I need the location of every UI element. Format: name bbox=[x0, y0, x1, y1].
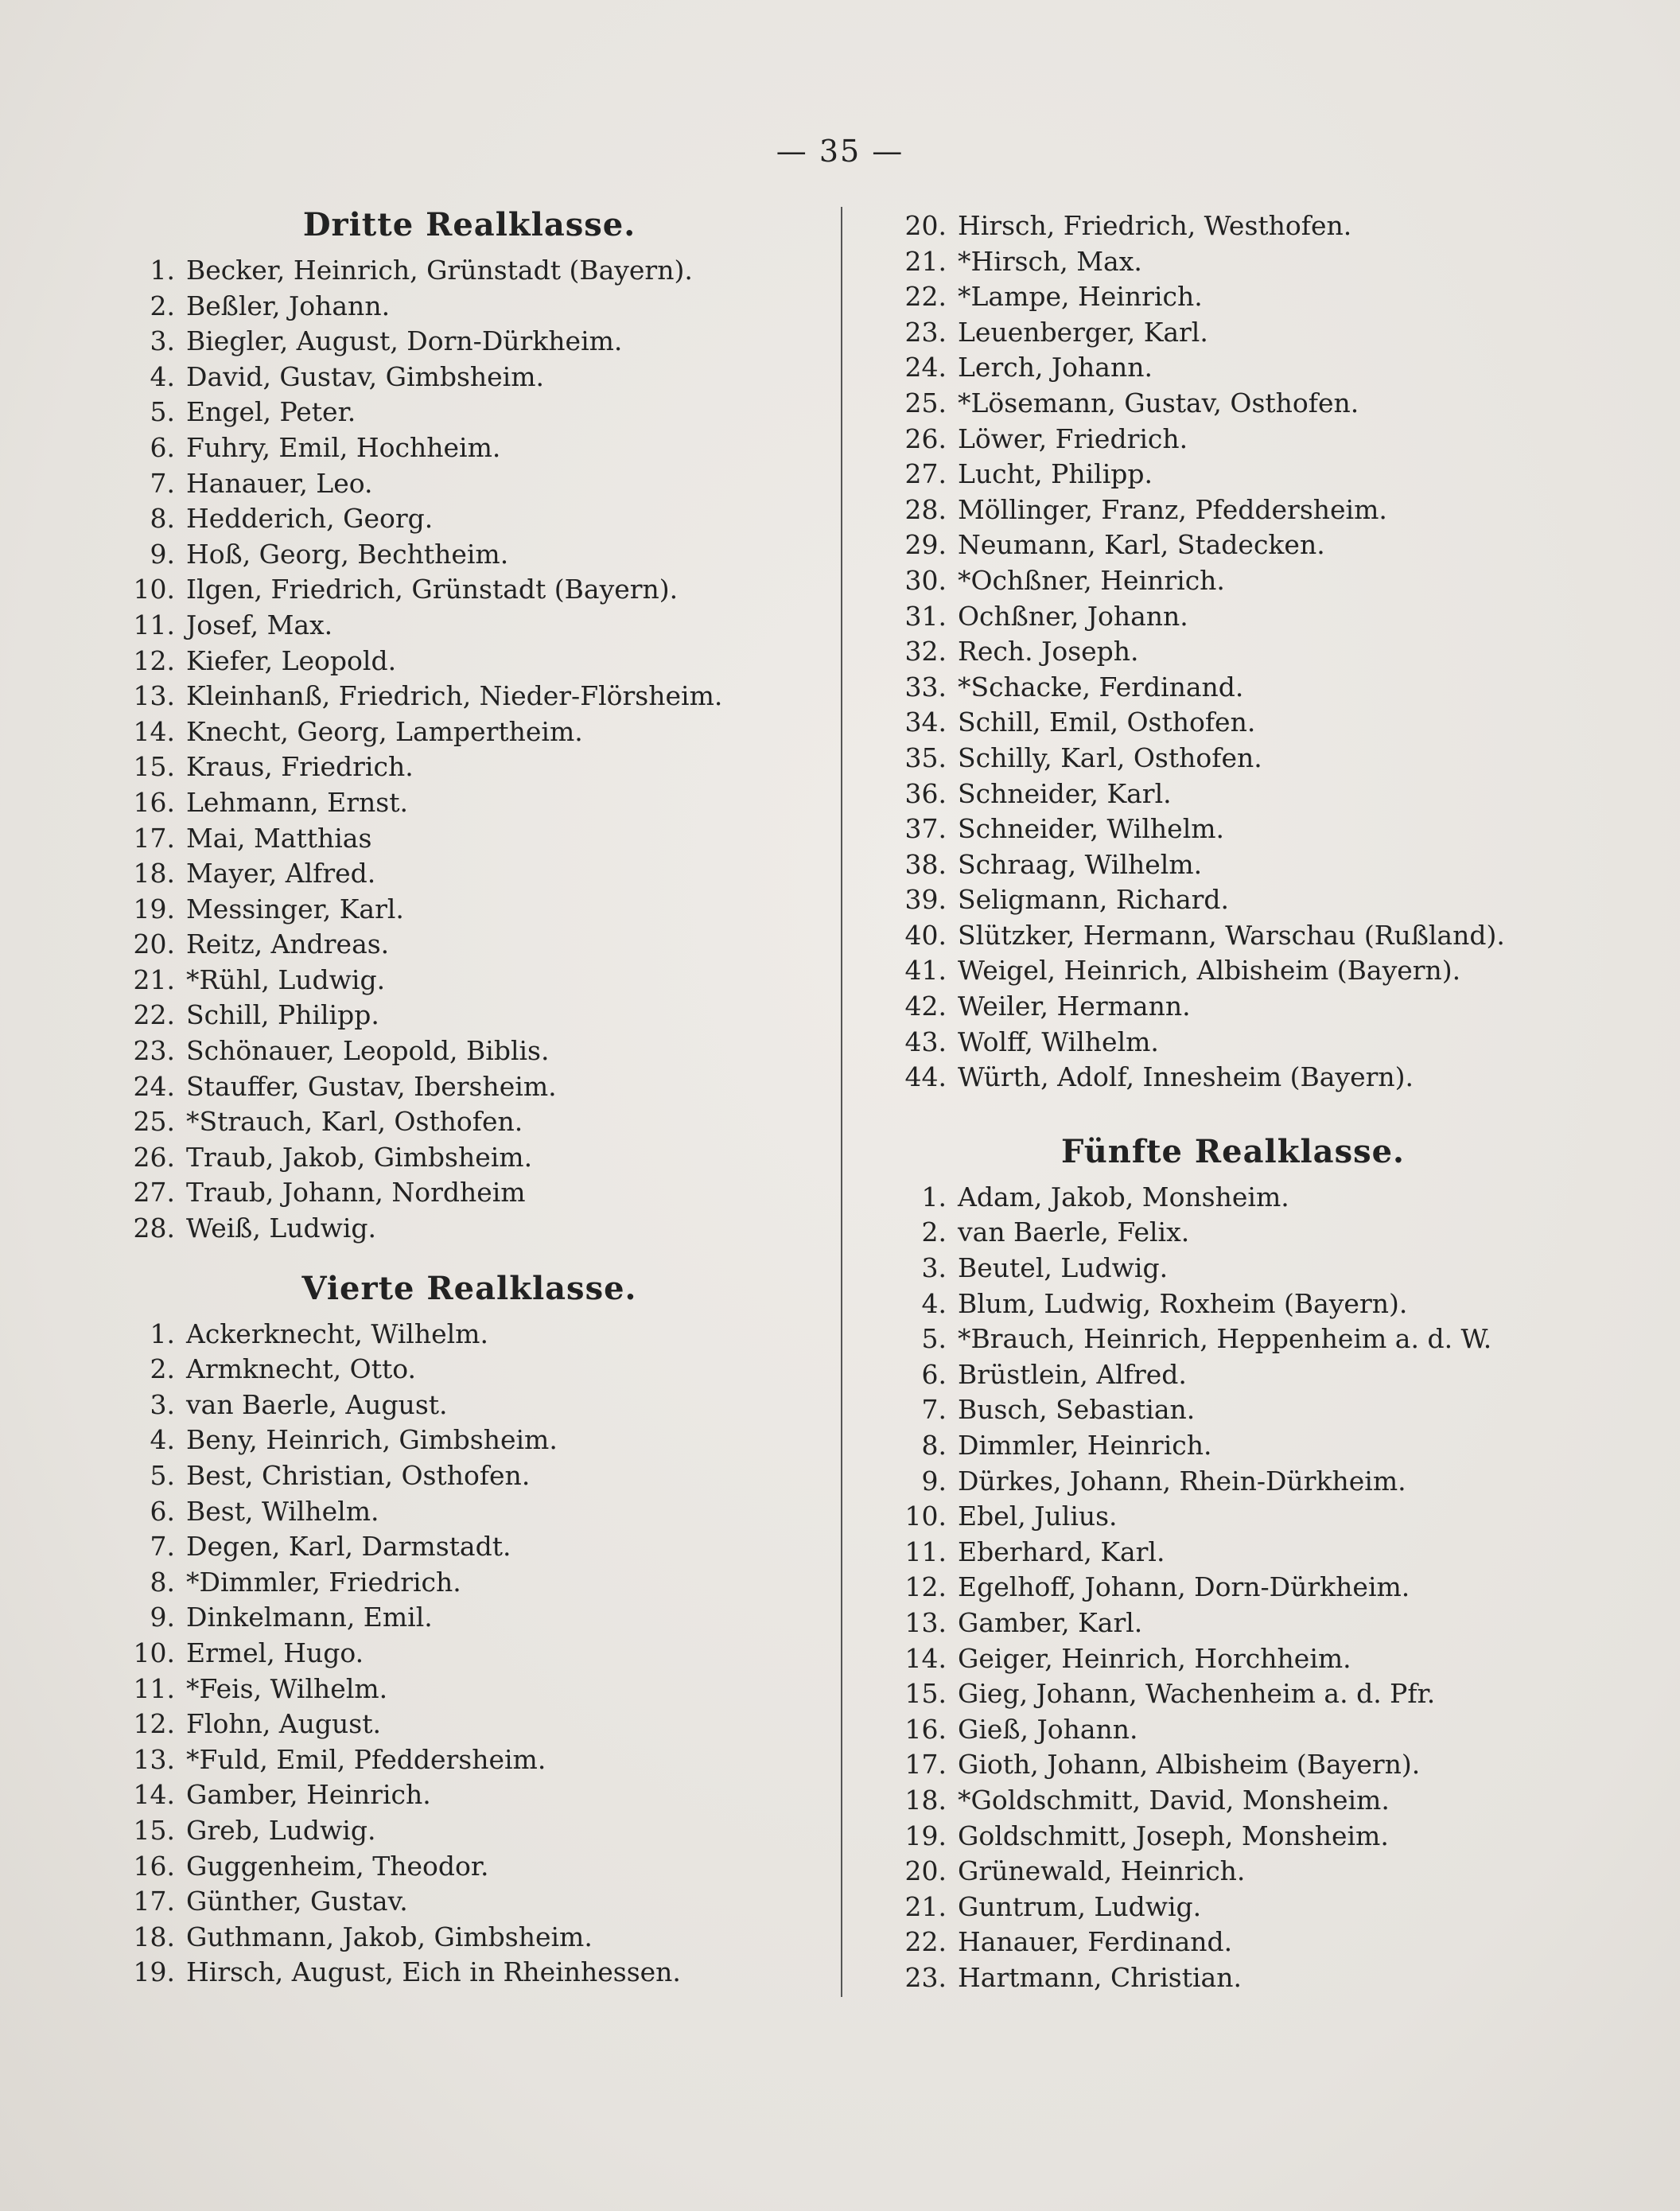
entry-name: Hedderich, Georg. bbox=[186, 503, 434, 535]
entry-name: Lucht, Philipp. bbox=[958, 458, 1153, 490]
entry-name: *Hirsch, Max. bbox=[958, 245, 1142, 277]
entry-number: 28. bbox=[133, 1213, 175, 1244]
list-item bbox=[891, 1428, 1575, 1464]
list-item bbox=[119, 1920, 819, 1956]
entry-name: *Schacke, Ferdinand. bbox=[958, 671, 1244, 703]
entry-number: 44. bbox=[904, 1061, 947, 1093]
list-item bbox=[119, 1317, 819, 1353]
entry-number: 7. bbox=[921, 1394, 947, 1426]
entry-name: Blum, Ludwig, Roxheim (Bayern). bbox=[958, 1287, 1408, 1319]
entry-number: 35. bbox=[904, 742, 947, 773]
entry-number: 14. bbox=[133, 1779, 175, 1811]
entry-number: 28. bbox=[904, 493, 947, 525]
entry-number: 20. bbox=[904, 1855, 947, 1887]
list-item bbox=[119, 1033, 819, 1069]
entry-name: Slützker, Hermann, Warschau (Rußland). bbox=[958, 919, 1505, 951]
entry-number: 22. bbox=[904, 1926, 947, 1958]
list-item bbox=[119, 1636, 819, 1672]
entry-name: Grünewald, Heinrich. bbox=[958, 1855, 1246, 1887]
entry-number: 20. bbox=[133, 928, 175, 960]
list-item bbox=[891, 386, 1575, 422]
entry-number: 2. bbox=[150, 290, 175, 321]
entry-number: 26. bbox=[904, 422, 947, 454]
list-item bbox=[119, 537, 819, 573]
entry-number: 4. bbox=[150, 360, 175, 392]
list-item bbox=[891, 457, 1575, 492]
entry-name: Schneider, Karl. bbox=[958, 777, 1172, 809]
entry-number: 22. bbox=[133, 999, 175, 1031]
entry-number: 39. bbox=[904, 884, 947, 916]
entry-number: 12. bbox=[133, 644, 175, 676]
entry-name: Beutel, Ludwig. bbox=[958, 1252, 1169, 1284]
entry-name: Ackerknecht, Wilhelm. bbox=[186, 1318, 488, 1349]
list-item bbox=[119, 644, 819, 679]
list-item bbox=[891, 1819, 1575, 1855]
entry-name: Reitz, Andreas. bbox=[186, 928, 390, 960]
entry-number: 1. bbox=[150, 1318, 175, 1349]
list-item bbox=[891, 1854, 1575, 1890]
list-item bbox=[891, 1499, 1575, 1535]
entry-name: Becker, Heinrich, Grünstadt (Bayern). bbox=[186, 255, 693, 286]
entry-name: Neumann, Karl, Stadecken. bbox=[958, 529, 1325, 561]
entry-name: Schraag, Wilhelm. bbox=[958, 848, 1203, 880]
list-item bbox=[891, 1287, 1575, 1322]
list-item bbox=[119, 430, 819, 466]
list-item bbox=[119, 1423, 819, 1458]
entry-name: Geiger, Heinrich, Horchheim. bbox=[958, 1642, 1351, 1674]
entry-number: 36. bbox=[904, 777, 947, 809]
list-item bbox=[119, 253, 819, 289]
list-item bbox=[891, 599, 1575, 635]
entry-number: 34. bbox=[904, 707, 947, 738]
entry-number: 1. bbox=[150, 255, 175, 286]
list-item bbox=[891, 670, 1575, 706]
entry-number: 16. bbox=[133, 1850, 175, 1882]
entry-name: Seligmann, Richard. bbox=[958, 884, 1230, 916]
list-item bbox=[119, 466, 819, 502]
list-item bbox=[891, 882, 1575, 918]
entry-number: 40. bbox=[904, 919, 947, 951]
entry-name: Gamber, Heinrich. bbox=[186, 1779, 431, 1811]
list-item bbox=[119, 1140, 819, 1176]
list-item bbox=[119, 1672, 819, 1707]
entry-name: *Rühl, Ludwig. bbox=[186, 963, 386, 995]
list-item bbox=[119, 1529, 819, 1565]
entry-number: 14. bbox=[133, 715, 175, 747]
entry-name: Beny, Heinrich, Gimbsheim. bbox=[186, 1424, 558, 1456]
page-number: — 35 — bbox=[776, 134, 904, 169]
list-item bbox=[119, 1884, 819, 1920]
list-item bbox=[891, 315, 1575, 351]
list-item bbox=[119, 1211, 819, 1247]
entry-name: Schönauer, Leopold, Biblis. bbox=[186, 1035, 550, 1067]
entry-name: *Dimmler, Friedrich. bbox=[186, 1566, 461, 1598]
entry-number: 9. bbox=[150, 1602, 175, 1633]
list-item bbox=[119, 749, 819, 785]
class-heading-vierte: Vierte Realklasse. bbox=[301, 1269, 637, 1307]
entry-name: Guthmann, Jakob, Gimbsheim. bbox=[186, 1921, 593, 1952]
entry-number: 43. bbox=[904, 1026, 947, 1057]
entry-name: *Fuld, Emil, Pfeddersheim. bbox=[186, 1743, 546, 1775]
list-item bbox=[119, 714, 819, 750]
list-item bbox=[119, 821, 819, 857]
entry-name: Dürkes, Johann, Rhein-Dürkheim. bbox=[958, 1465, 1406, 1497]
list-item bbox=[891, 741, 1575, 777]
list-item bbox=[891, 705, 1575, 741]
entry-name: Hirsch, August, Eich in Rheinhessen. bbox=[186, 1956, 681, 1988]
class-heading-fuenfte: Fünfte Realklasse. bbox=[1061, 1132, 1405, 1170]
entry-name: *Strauch, Karl, Osthofen. bbox=[186, 1106, 523, 1138]
entry-number: 24. bbox=[133, 1070, 175, 1102]
list-item bbox=[119, 1458, 819, 1494]
list-item bbox=[891, 1641, 1575, 1677]
entry-name: Engel, Peter. bbox=[186, 396, 356, 428]
entry-name: Günther, Gustav. bbox=[186, 1886, 408, 1917]
entry-name: Wolff, Wilhelm. bbox=[958, 1026, 1159, 1057]
entry-number: 18. bbox=[133, 1921, 175, 1952]
list-item bbox=[891, 1215, 1575, 1251]
entry-number: 3. bbox=[921, 1252, 947, 1284]
entry-number: 41. bbox=[904, 955, 947, 987]
list-item bbox=[891, 1025, 1575, 1061]
entry-name: Traub, Jakob, Gimbsheim. bbox=[186, 1141, 533, 1173]
entry-number: 42. bbox=[904, 991, 947, 1022]
entry-number: 27. bbox=[133, 1177, 175, 1209]
list-item bbox=[891, 1925, 1575, 1960]
entry-name: Guggenheim, Theodor. bbox=[186, 1850, 489, 1882]
entry-number: 4. bbox=[921, 1287, 947, 1319]
list-item bbox=[119, 998, 819, 1033]
entry-number: 13. bbox=[133, 680, 175, 712]
list-item bbox=[891, 812, 1575, 847]
list-item bbox=[119, 501, 819, 537]
list-item bbox=[119, 1069, 819, 1105]
list-item bbox=[891, 989, 1575, 1025]
entry-number: 24. bbox=[904, 352, 947, 383]
entry-name: Gieß, Johann. bbox=[958, 1713, 1138, 1745]
entry-name: Traub, Johann, Nordheim bbox=[186, 1177, 526, 1209]
entry-name: Brüstlein, Alfred. bbox=[958, 1358, 1187, 1390]
entry-name: Stauffer, Gustav, Ibersheim. bbox=[186, 1070, 557, 1102]
entry-number: 18. bbox=[133, 858, 175, 889]
list-item bbox=[119, 1104, 819, 1140]
list-item bbox=[119, 785, 819, 821]
entry-name: *Lampe, Heinrich. bbox=[958, 281, 1203, 313]
entry-name: *Feis, Wilhelm. bbox=[186, 1672, 388, 1704]
entry-name: Weiler, Hermann. bbox=[958, 991, 1191, 1022]
entry-number: 8. bbox=[150, 503, 175, 535]
entry-number: 31. bbox=[904, 600, 947, 632]
list-item bbox=[891, 492, 1575, 528]
entry-number: 15. bbox=[133, 1814, 175, 1846]
list-item bbox=[891, 244, 1575, 280]
entry-number: 15. bbox=[904, 1678, 947, 1710]
entry-number: 37. bbox=[904, 813, 947, 845]
class-list-dritte bbox=[119, 253, 819, 1247]
entry-name: Messinger, Karl. bbox=[186, 893, 404, 924]
entry-number: 17. bbox=[904, 1749, 947, 1781]
list-item bbox=[119, 1955, 819, 1991]
column-divider bbox=[841, 207, 842, 1997]
list-item bbox=[119, 324, 819, 360]
list-item bbox=[891, 953, 1575, 989]
class-list-fuenfte bbox=[891, 1180, 1575, 1996]
entry-name: Mayer, Alfred. bbox=[186, 858, 376, 889]
entry-number: 17. bbox=[133, 1886, 175, 1917]
entry-number: 27. bbox=[904, 458, 947, 490]
entry-name: Würth, Adolf, Innesheim (Bayern). bbox=[958, 1061, 1414, 1093]
entry-number: 13. bbox=[904, 1606, 947, 1638]
entry-number: 7. bbox=[150, 1531, 175, 1563]
list-item bbox=[891, 208, 1575, 244]
entry-name: Biegler, August, Dorn-Dürkheim. bbox=[186, 325, 623, 357]
list-item bbox=[891, 1535, 1575, 1571]
entry-number: 19. bbox=[133, 893, 175, 924]
entry-name: Hanauer, Leo. bbox=[186, 467, 373, 499]
entry-name: Kiefer, Leopold. bbox=[186, 644, 397, 676]
entry-name: *Ochßner, Heinrich. bbox=[958, 564, 1225, 596]
list-item bbox=[119, 927, 819, 963]
entry-name: Degen, Karl, Darmstadt. bbox=[186, 1531, 511, 1563]
list-item bbox=[891, 1783, 1575, 1819]
entry-number: 25. bbox=[904, 387, 947, 418]
list-item bbox=[891, 1606, 1575, 1641]
list-item bbox=[891, 777, 1575, 812]
entry-number: 7. bbox=[150, 467, 175, 499]
list-item bbox=[891, 1712, 1575, 1748]
entry-number: 5. bbox=[150, 396, 175, 428]
entry-number: 4. bbox=[150, 1424, 175, 1456]
entry-number: 11. bbox=[133, 1672, 175, 1704]
list-item bbox=[119, 1707, 819, 1742]
list-item bbox=[119, 1388, 819, 1423]
list-item bbox=[891, 1570, 1575, 1606]
entry-number: 9. bbox=[150, 538, 175, 570]
entry-name: Best, Wilhelm. bbox=[186, 1495, 379, 1527]
entry-name: *Lösemann, Gustav, Osthofen. bbox=[958, 387, 1359, 418]
entry-name: Armknecht, Otto. bbox=[186, 1353, 417, 1385]
entry-number: 32. bbox=[904, 636, 947, 668]
entry-name: Schneider, Wilhelm. bbox=[958, 813, 1225, 845]
entry-name: Hirsch, Friedrich, Westhofen. bbox=[958, 210, 1352, 241]
entry-number: 8. bbox=[150, 1566, 175, 1598]
entry-name: Ochßner, Johann. bbox=[958, 600, 1188, 632]
entry-name: Best, Christian, Osthofen. bbox=[186, 1460, 531, 1491]
entry-name: Hartmann, Christian. bbox=[958, 1961, 1242, 1993]
list-item bbox=[891, 527, 1575, 563]
entry-number: 12. bbox=[133, 1708, 175, 1740]
entry-name: Rech. Joseph. bbox=[958, 636, 1139, 668]
entry-number: 5. bbox=[150, 1460, 175, 1491]
list-item bbox=[119, 1813, 819, 1849]
entry-number: 21. bbox=[904, 1890, 947, 1922]
entry-number: 13. bbox=[133, 1743, 175, 1775]
list-item bbox=[891, 847, 1575, 883]
entry-number: 3. bbox=[150, 1388, 175, 1420]
class-list-vierte bbox=[119, 1317, 819, 1991]
entry-number: 11. bbox=[904, 1536, 947, 1567]
entry-name: Möllinger, Franz, Pfeddersheim. bbox=[958, 493, 1387, 525]
list-item bbox=[891, 1180, 1575, 1216]
entry-number: 6. bbox=[150, 1495, 175, 1527]
list-item bbox=[119, 1777, 819, 1813]
entry-number: 20. bbox=[904, 210, 947, 241]
list-item bbox=[119, 289, 819, 325]
list-item bbox=[119, 572, 819, 608]
entry-name: *Brauch, Heinrich, Heppenheim a. d. W. bbox=[958, 1323, 1492, 1355]
list-item bbox=[891, 1890, 1575, 1925]
entry-name: David, Gustav, Gimbsheim. bbox=[186, 360, 545, 392]
list-item bbox=[891, 1322, 1575, 1357]
entry-name: Goldschmitt, Joseph, Monsheim. bbox=[958, 1820, 1389, 1851]
entry-number: 21. bbox=[133, 963, 175, 995]
entry-number: 16. bbox=[133, 786, 175, 818]
entry-name: Schill, Philipp. bbox=[186, 999, 379, 1031]
entry-name: Ermel, Hugo. bbox=[186, 1637, 364, 1668]
entry-name: Lerch, Johann. bbox=[958, 352, 1153, 383]
entry-number: 26. bbox=[133, 1141, 175, 1173]
entry-number: 6. bbox=[150, 431, 175, 463]
entry-name: Mai, Matthias bbox=[186, 822, 372, 854]
entry-number: 14. bbox=[904, 1642, 947, 1674]
entry-number: 23. bbox=[133, 1035, 175, 1067]
entry-name: Busch, Sebastian. bbox=[958, 1394, 1196, 1426]
entry-name: *Goldschmitt, David, Monsheim. bbox=[958, 1784, 1390, 1816]
entry-number: 38. bbox=[904, 848, 947, 880]
list-item bbox=[119, 608, 819, 644]
list-item bbox=[891, 422, 1575, 457]
entry-name: Hoß, Georg, Bechtheim. bbox=[186, 538, 509, 570]
list-item bbox=[891, 918, 1575, 954]
entry-number: 2. bbox=[921, 1216, 947, 1248]
entry-name: Gioth, Johann, Albisheim (Bayern). bbox=[958, 1749, 1421, 1781]
right-column bbox=[891, 208, 1575, 1996]
entry-name: van Baerle, August. bbox=[186, 1388, 448, 1420]
entry-number: 11. bbox=[133, 609, 175, 640]
entry-name: Weiß, Ludwig. bbox=[186, 1213, 377, 1244]
entry-number: 10. bbox=[133, 574, 175, 605]
entry-name: Ebel, Julius. bbox=[958, 1501, 1118, 1532]
entry-name: Lehmann, Ernst. bbox=[186, 786, 408, 818]
list-item bbox=[891, 1676, 1575, 1712]
entry-name: Leuenberger, Karl. bbox=[958, 316, 1208, 348]
class-heading-dritte: Dritte Realklasse. bbox=[302, 206, 636, 243]
list-item bbox=[119, 679, 819, 714]
left-column bbox=[119, 197, 819, 1991]
entry-number: 10. bbox=[133, 1637, 175, 1668]
entry-number: 10. bbox=[904, 1501, 947, 1532]
entry-number: 19. bbox=[133, 1956, 175, 1988]
entry-name: Gamber, Karl. bbox=[958, 1606, 1143, 1638]
entry-name: Weigel, Heinrich, Albisheim (Bayern). bbox=[958, 955, 1461, 987]
list-item bbox=[119, 1565, 819, 1601]
entry-name: Eberhard, Karl. bbox=[958, 1536, 1165, 1567]
list-item bbox=[119, 892, 819, 928]
entry-number: 5. bbox=[921, 1323, 947, 1355]
entry-name: Dinkelmann, Emil. bbox=[186, 1602, 433, 1633]
entry-number: 23. bbox=[904, 316, 947, 348]
entry-number: 12. bbox=[904, 1571, 947, 1603]
entry-number: 19. bbox=[904, 1820, 947, 1851]
list-item bbox=[119, 1494, 819, 1530]
list-item bbox=[119, 1175, 819, 1211]
entry-number: 16. bbox=[904, 1713, 947, 1745]
list-item bbox=[891, 563, 1575, 599]
entry-number: 29. bbox=[904, 529, 947, 561]
entry-number: 15. bbox=[133, 751, 175, 783]
entry-name: Löwer, Friedrich. bbox=[958, 422, 1188, 454]
entry-name: van Baerle, Felix. bbox=[958, 1216, 1190, 1248]
list-item bbox=[119, 1849, 819, 1885]
entry-number: 33. bbox=[904, 671, 947, 703]
entry-number: 2. bbox=[150, 1353, 175, 1385]
list-item bbox=[891, 279, 1575, 315]
list-item bbox=[119, 856, 819, 892]
entry-name: Gieg, Johann, Wachenheim a. d. Pfr. bbox=[958, 1678, 1436, 1710]
entry-name: Adam, Jakob, Monsheim. bbox=[958, 1181, 1289, 1213]
entry-name: Dimmler, Heinrich. bbox=[958, 1430, 1212, 1461]
list-item bbox=[891, 1960, 1575, 1996]
entry-name: Schill, Emil, Osthofen. bbox=[958, 707, 1256, 738]
entry-number: 30. bbox=[904, 564, 947, 596]
entry-name: Kraus, Friedrich. bbox=[186, 751, 414, 783]
entry-name: Flohn, August. bbox=[186, 1708, 381, 1740]
list-item bbox=[891, 1060, 1575, 1096]
entry-name: Hanauer, Ferdinand. bbox=[958, 1926, 1233, 1958]
class-list-vierte-continued bbox=[891, 208, 1575, 1096]
list-item bbox=[891, 1251, 1575, 1287]
entry-number: 8. bbox=[921, 1430, 947, 1461]
entry-name: Kleinhanß, Friedrich, Nieder-Flörsheim. bbox=[186, 680, 723, 712]
entry-number: 1. bbox=[921, 1181, 947, 1213]
list-item bbox=[119, 1742, 819, 1778]
entry-number: 25. bbox=[133, 1106, 175, 1138]
list-item bbox=[119, 963, 819, 998]
entry-name: Greb, Ludwig. bbox=[186, 1814, 376, 1846]
list-item bbox=[891, 350, 1575, 386]
entry-name: Schilly, Karl, Osthofen. bbox=[958, 742, 1262, 773]
list-item bbox=[891, 1392, 1575, 1428]
entry-name: Josef, Max. bbox=[186, 609, 333, 640]
entry-name: Ilgen, Friedrich, Grünstadt (Bayern). bbox=[186, 574, 679, 605]
list-item bbox=[891, 1357, 1575, 1393]
entry-number: 23. bbox=[904, 1961, 947, 1993]
entry-number: 18. bbox=[904, 1784, 947, 1816]
entry-name: Beßler, Johann. bbox=[186, 290, 391, 321]
list-item bbox=[891, 1464, 1575, 1500]
list-item bbox=[119, 1352, 819, 1388]
entry-number: 22. bbox=[904, 281, 947, 313]
entry-name: Egelhoff, Johann, Dorn-Dürkheim. bbox=[958, 1571, 1410, 1603]
list-item bbox=[119, 360, 819, 395]
entry-number: 21. bbox=[904, 245, 947, 277]
list-item bbox=[891, 1747, 1575, 1783]
entry-name: Knecht, Georg, Lampertheim. bbox=[186, 715, 583, 747]
list-item bbox=[891, 634, 1575, 670]
list-item bbox=[119, 395, 819, 430]
list-item bbox=[119, 1600, 819, 1636]
entry-number: 17. bbox=[133, 822, 175, 854]
entry-number: 9. bbox=[921, 1465, 947, 1497]
entry-number: 6. bbox=[921, 1358, 947, 1390]
entry-number: 3. bbox=[150, 325, 175, 357]
entry-name: Fuhry, Emil, Hochheim. bbox=[186, 431, 501, 463]
entry-name: Guntrum, Ludwig. bbox=[958, 1890, 1202, 1922]
